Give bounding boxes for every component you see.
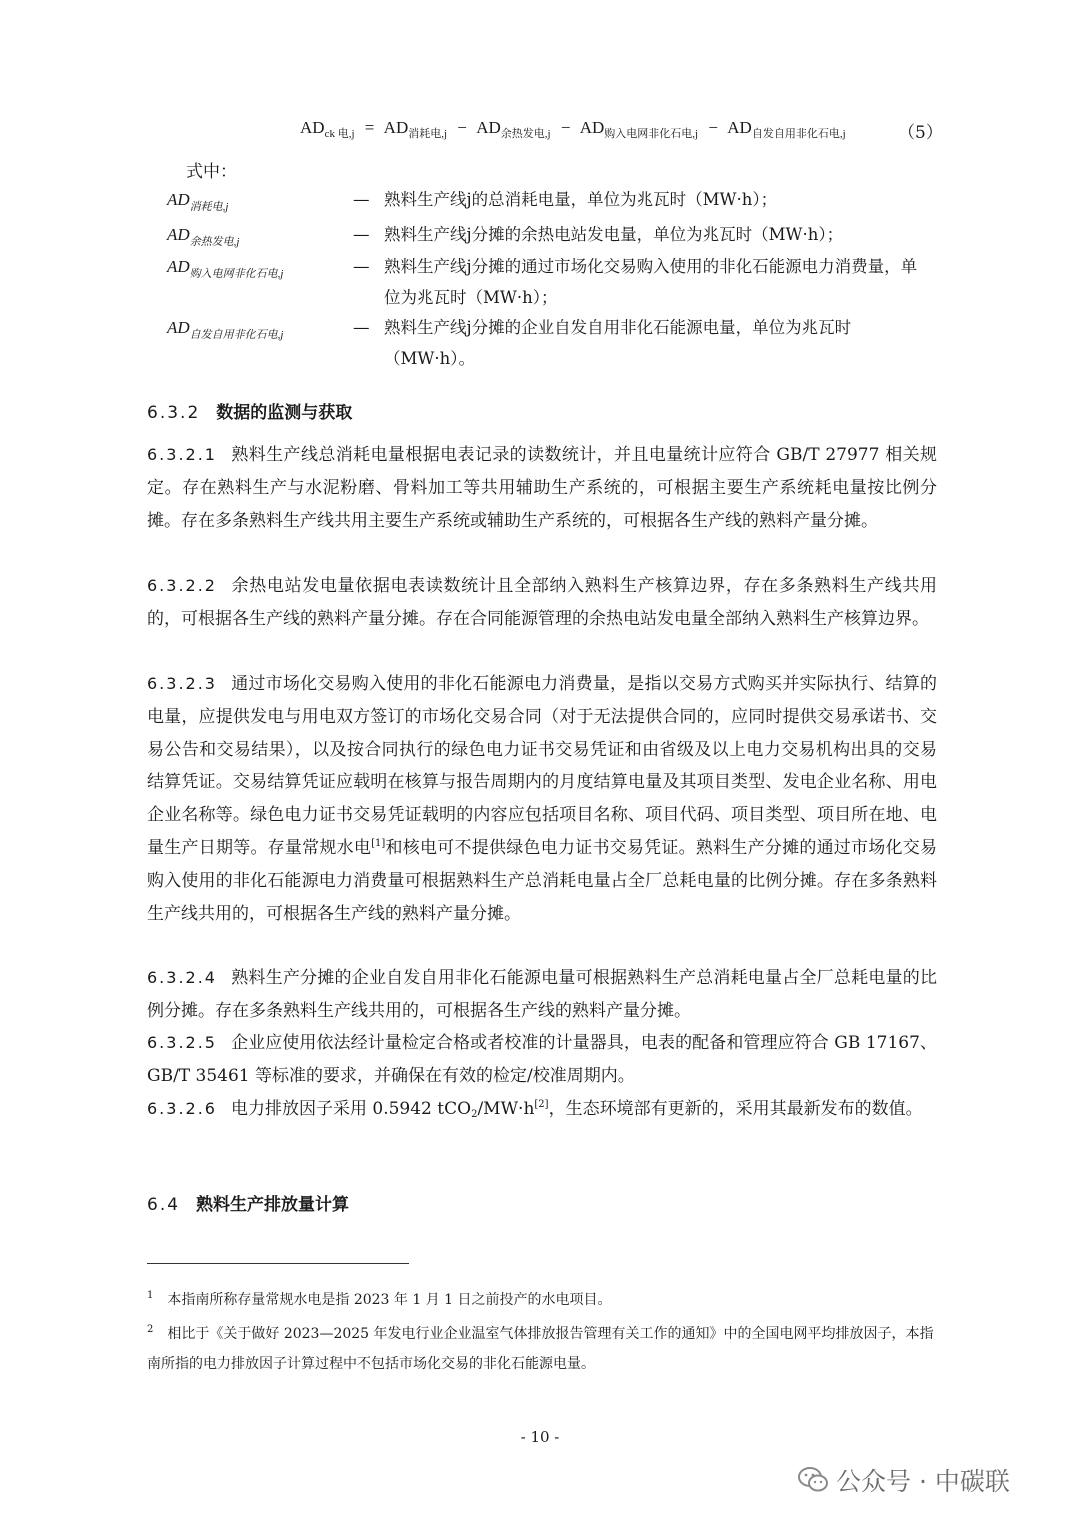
footnote-2 (147, 1315, 937, 1379)
watermark-text: 公众号 · 中碳联 (836, 1467, 1010, 1496)
clause-number: 6.3.2.2 (147, 576, 217, 595)
formula-5 (300, 118, 846, 141)
paragraph-6-3-2-4 (147, 962, 937, 1028)
formula-equals: = (364, 118, 375, 137)
wechat-icon (798, 1467, 828, 1493)
definition-symbol: $AD_{消耗电,j}$ (167, 190, 229, 213)
paragraph-6-3-2-3 (147, 668, 937, 930)
formula-term-sub: 消耗电,j (408, 128, 448, 140)
equation-number: （5） (898, 123, 943, 143)
watermark (798, 1462, 1010, 1498)
where-label: 式中： (186, 162, 237, 182)
footnote-ref-1[interactable]: [1] (371, 837, 386, 849)
section-title: 数据的监测与获取 (216, 403, 353, 423)
definition-dash: — (353, 318, 370, 337)
definition-dash: — (353, 257, 370, 276)
definition-row (167, 184, 947, 215)
section-title: 熟料生产排放量计算 (196, 1195, 350, 1215)
clause-number: 6.3.2.4 (147, 968, 217, 987)
formula-term: AD (476, 118, 501, 137)
definition-text: 熟料生产线j分摊的通过市场化交易购入使用的非化石能源电力消费量，单位为兆瓦时（MW·h）； (384, 257, 918, 307)
formula-minus: − (560, 118, 571, 137)
formula-term: AD (383, 118, 409, 137)
definition-row (167, 312, 947, 374)
definition-row (167, 251, 947, 313)
definition-symbol: $AD_{余热发电,j}$ (167, 225, 240, 248)
formula-term: AD (579, 118, 605, 137)
definition-text: 熟料生产线j的总消耗电量，单位为兆瓦时（MW·h）； (384, 190, 778, 209)
footnote-1 (147, 1281, 937, 1315)
definition-text: 熟料生产线j分摊的余热电站发电量，单位为兆瓦时（MW·h）； (384, 225, 844, 244)
section-heading-6-4 (147, 1190, 349, 1215)
footnote-text: 相比于《关于做好 2023—2025 年发电行业企业温室气体排放报告管理有关工作的通知》中的全国电网平均排放因子，本指南所指的电力排放因子计算过程中不包括市场化交易的非化石能源电量。 (147, 1326, 934, 1372)
footnote-ref-2[interactable]: [2] (534, 1099, 549, 1110)
paragraph-6-3-2-1 (147, 439, 937, 537)
clause-text: 企业应使用依法经计量检定合格或者校准的计量器具，电表的配备和管理应符合 GB 17167、GB/T 35461 等标准的要求，并确保在有效的检定/校准周期内。 (147, 1033, 937, 1086)
formula-minus: − (708, 118, 718, 137)
formula-term-sub: 余热发电,j (500, 128, 551, 140)
clause-text: 熟料生产分摊的企业自发自用非化石能源电量可根据熟料生产总消耗电量占全厂总耗电量的比例分摊。存在多条熟料生产线共用的，可根据各生产线的熟料产量分摊。 (147, 968, 937, 1021)
section-number: 6.4 (147, 1195, 181, 1215)
footnote-text: 本指南所称存量常规水电是指 2023 年 1 月 1 日之前投产的水电项目。 (167, 1292, 612, 1308)
formula-lhs-sub: ck 电,j (324, 128, 355, 140)
clause-text: 余热电站发电量依据电表读数统计且全部纳入熟料生产核算边界，存在多条熟料生产线共用的，可根据各生产线的熟料产量分摊。存在合同能源管理的余热电站发电量全部纳入熟料生产核算边界。 (147, 576, 937, 629)
footnote-divider (147, 1263, 409, 1264)
paragraph-6-3-2-6 (147, 1093, 937, 1126)
clause-text: 通过市场化交易购入使用的非化石能源电力消费量，是指以交易方式购买并实际执行、结算的电量，应提供发电与用电双方签订的市场化交易合同（对于无法提供合同的，应同时提供交易承诺书、交易公告和交易结果），以及按合同执行的绿色电力证书交易凭证和由省级及以上电力交易机构出具的交易结算凭证。交易结算凭证应载明在核算与报告周期内的月度结算电量及其项目类型、发电企业名称、用电企业名称等。绿色电力证书交易凭证载明的内容应包括项目名称、项目代码、项目类型、项目所在地、电量生产日期等。存量常规水电 (147, 674, 937, 858)
definition-text: 熟料生产线j分摊的企业自发自用非化石能源电量，单位为兆瓦时（MW·h）。 (384, 318, 852, 368)
definition-dash: — (353, 225, 370, 244)
section-number: 6.3.2 (147, 403, 201, 423)
clause-number: 6.3.2.1 (147, 445, 217, 464)
clause-number: 6.3.2.3 (147, 674, 217, 693)
clause-text: 熟料生产线总消耗电量根据电表记录的读数统计，并且电量统计应符合 GB/T 27977 相关规定。存在熟料生产与水泥粉磨、骨料加工等共用辅助生产系统的，可根据主要生产系统耗电量按比例分摊。存在多条熟料生产线共用主要生产系统或辅助生产系统的，可根据各生产线的熟料产量分摊。 (147, 445, 937, 531)
formula-lhs: AD (300, 118, 325, 137)
footnote-mark: 1 (147, 1290, 154, 1301)
section-heading-6-3-2 (147, 398, 352, 423)
formula-minus: − (457, 118, 467, 137)
definition-dash: — (353, 190, 370, 209)
clause-number: 6.3.2.5 (147, 1033, 217, 1052)
clause-text: 电力排放因子采用 0.5942 tCO (230, 1099, 472, 1119)
definition-symbol: $AD_{购入电网非化石电,j}$ (167, 257, 284, 280)
clause-text: 和核电可不提供绿色电力证书交易凭证。熟料生产分摊的通过市场化交易购入使用的非化石能源电力消费量可根据熟料生产总消耗电量占全厂总耗电量的比例分摊。存在多条熟料生产线共用的，可根据各生产线的熟料产量分摊。 (147, 837, 938, 924)
clause-text: /MW·h (477, 1099, 535, 1119)
clause-number: 6.3.2.6 (147, 1099, 217, 1118)
definition-symbol: $AD_{自发自用非化石电,j}$ (167, 318, 284, 341)
paragraph-6-3-2-2 (147, 570, 937, 636)
page-number: - 10 - (520, 1428, 560, 1446)
formula-term-sub: 购入电网非化石电,j (604, 128, 699, 140)
paragraph-6-3-2-5 (147, 1027, 937, 1093)
definition-row (167, 219, 947, 250)
footnote-mark: 2 (147, 1324, 154, 1335)
subscript-2: 2 (471, 1109, 478, 1120)
clause-text: ，生态环境部有更新的，采用其最新发布的数值。 (548, 1099, 923, 1119)
formula-term-sub: 自发自用非化石电,j (751, 128, 846, 140)
formula-term: AD (727, 118, 752, 137)
